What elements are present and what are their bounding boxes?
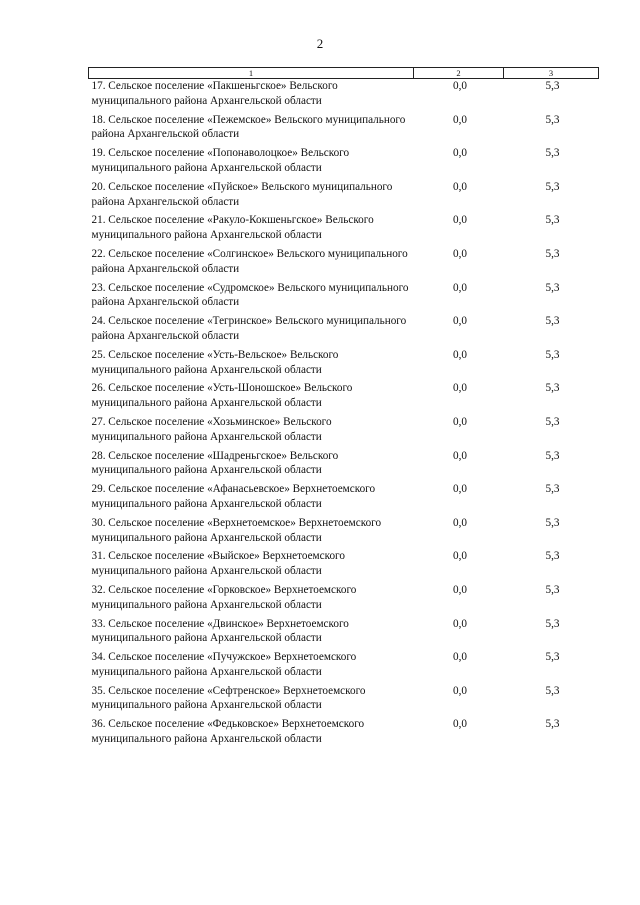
- column-2-value: 0,0: [453, 415, 467, 428]
- column-header-1: 1: [89, 68, 414, 79]
- table-row: [89, 146, 599, 180]
- table-row: [89, 650, 599, 684]
- column-3-value: 5,3: [545, 247, 560, 260]
- table-row: [89, 516, 599, 550]
- settlement-name-cell: 26. Сельское поселение «Усть-Шоношское» Вельского муниципального района Архангельской области: [91, 382, 353, 410]
- column-3-value: 5,3: [545, 281, 560, 294]
- settlement-name-cell: 23. Сельское поселение «Судромское» Вельского муниципального района Архангельской области: [91, 281, 409, 309]
- table-row: [89, 482, 599, 516]
- table-row: [89, 449, 599, 483]
- column-2-value: 0,0: [453, 348, 467, 361]
- settlement-name-cell: 36. Сельское поселение «Федьковское» Верхнетоемского муниципального района Архангельской области: [91, 718, 365, 746]
- column-3-value: 5,3: [545, 449, 560, 462]
- table-row: [89, 79, 599, 113]
- column-3-value: 5,3: [545, 80, 560, 92]
- column-3-value: 5,3: [545, 684, 560, 697]
- column-3-value: 5,3: [545, 718, 560, 731]
- column-2-value: 0,0: [453, 483, 467, 496]
- column-3-value: 5,3: [545, 113, 560, 126]
- column-2-value: 0,0: [453, 718, 467, 731]
- column-2-value: 0,0: [453, 80, 467, 92]
- column-3-value: 5,3: [545, 516, 560, 529]
- settlement-name-cell: 28. Сельское поселение «Шадреньгское» Вельского муниципального района Архангельской области: [91, 449, 339, 477]
- column-2-value: 0,0: [453, 315, 467, 328]
- column-2-value: 0,0: [453, 281, 467, 294]
- page-number: 2: [316, 36, 324, 51]
- table-row: [89, 281, 599, 315]
- column-3-value: 5,3: [545, 617, 560, 630]
- settlement-name-cell: 32. Сельское поселение «Горковское» Верхнетоемского муниципального района Архангельской области: [91, 583, 357, 611]
- column-2-value: 0,0: [453, 180, 467, 193]
- settlement-name-cell: 30. Сельское поселение «Верхнетоемское» Верхнетоемского муниципального района Архангельской области: [91, 516, 382, 544]
- column-2-value: 0,0: [453, 617, 467, 630]
- settlement-name-cell: 35. Сельское поселение «Сефтренское» Верхнетоемского муниципального района Архангельской области: [91, 684, 366, 712]
- column-2-value: 0,0: [453, 247, 467, 260]
- column-2-value: 0,0: [453, 684, 467, 697]
- column-3-value: 5,3: [545, 483, 560, 496]
- table-row: [89, 684, 599, 718]
- table-row: [89, 113, 599, 147]
- settlement-name-cell: 17. Сельское поселение «Пакшеньгское» Вельского муниципального района Архангельской области: [91, 80, 338, 107]
- settlement-name-cell: 22. Сельское поселение «Солгинское» Вельского муниципального района Архангельской области: [91, 247, 408, 275]
- table-row: [89, 213, 599, 247]
- settlement-name-cell: 31. Сельское поселение «Выйское» Верхнетоемского муниципального района Архангельской области: [91, 550, 345, 578]
- budget-table: [88, 67, 599, 751]
- table-row: [89, 583, 599, 617]
- column-header-2: 2: [414, 68, 504, 79]
- column-3-value: 5,3: [545, 382, 560, 395]
- column-3-value: 5,3: [545, 315, 560, 328]
- column-2-value: 0,0: [453, 516, 467, 529]
- column-3-value: 5,3: [545, 180, 560, 193]
- column-3-value: 5,3: [545, 550, 560, 563]
- table-row: [89, 348, 599, 382]
- column-2-value: 0,0: [453, 113, 467, 126]
- column-3-value: 5,3: [545, 214, 560, 227]
- settlement-name-cell: 21. Сельское поселение «Ракуло-Кокшеньгское» Вельского муниципального района Архангельской области: [91, 214, 374, 242]
- settlement-name-cell: 20. Сельское поселение «Пуйское» Вельского муниципального района Архангельской области: [91, 180, 393, 208]
- table-row: [89, 314, 599, 348]
- settlement-name-cell: 34. Сельское поселение «Пучужское» Верхнетоемского муниципального района Архангельской области: [91, 651, 357, 678]
- column-3-value: 5,3: [545, 583, 560, 596]
- settlement-name-cell: 18. Сельское поселение «Пежемское» Вельского муниципального района Архангельской области: [91, 113, 406, 141]
- settlement-name-cell: 25. Сельское поселение «Усть-Вельское» Вельского муниципального района Архангельской области: [91, 348, 339, 376]
- table-row: [89, 381, 599, 415]
- settlement-name-cell: 33. Сельское поселение «Двинское» Верхнетоемского муниципального района Архангельской области: [91, 617, 349, 645]
- table-row: [89, 549, 599, 583]
- settlement-name-cell: 29. Сельское поселение «Афанасьевское» Верхнетоемского муниципального района Архангельской области: [91, 483, 376, 510]
- column-3-value: 5,3: [545, 348, 560, 361]
- settlement-name-cell: 19. Сельское поселение «Попонаволоцкое» Вельского муниципального района Архангельской области: [91, 147, 350, 174]
- column-2-value: 0,0: [453, 449, 467, 462]
- column-header-3: 3: [504, 68, 599, 79]
- column-2-value: 0,0: [453, 651, 467, 664]
- table-row: [89, 180, 599, 214]
- table-row: [89, 415, 599, 449]
- column-3-value: 5,3: [545, 147, 560, 160]
- column-2-value: 0,0: [453, 550, 467, 563]
- table-header-row: [89, 68, 599, 79]
- column-2-value: 0,0: [453, 147, 467, 160]
- table-row: [89, 717, 599, 751]
- settlement-name-cell: 27. Сельское поселение «Хозьминское» Вельского муниципального района Архангельской области: [91, 415, 332, 443]
- settlement-name-cell: 24. Сельское поселение «Тегринское» Вельского муниципального района Архангельской области: [91, 315, 407, 342]
- table-row: [89, 617, 599, 651]
- column-3-value: 5,3: [545, 651, 560, 664]
- column-3-value: 5,3: [545, 415, 560, 428]
- table-row: [89, 247, 599, 281]
- column-2-value: 0,0: [453, 583, 467, 596]
- column-2-value: 0,0: [453, 382, 467, 395]
- table-body: [89, 79, 599, 751]
- column-2-value: 0,0: [453, 214, 467, 227]
